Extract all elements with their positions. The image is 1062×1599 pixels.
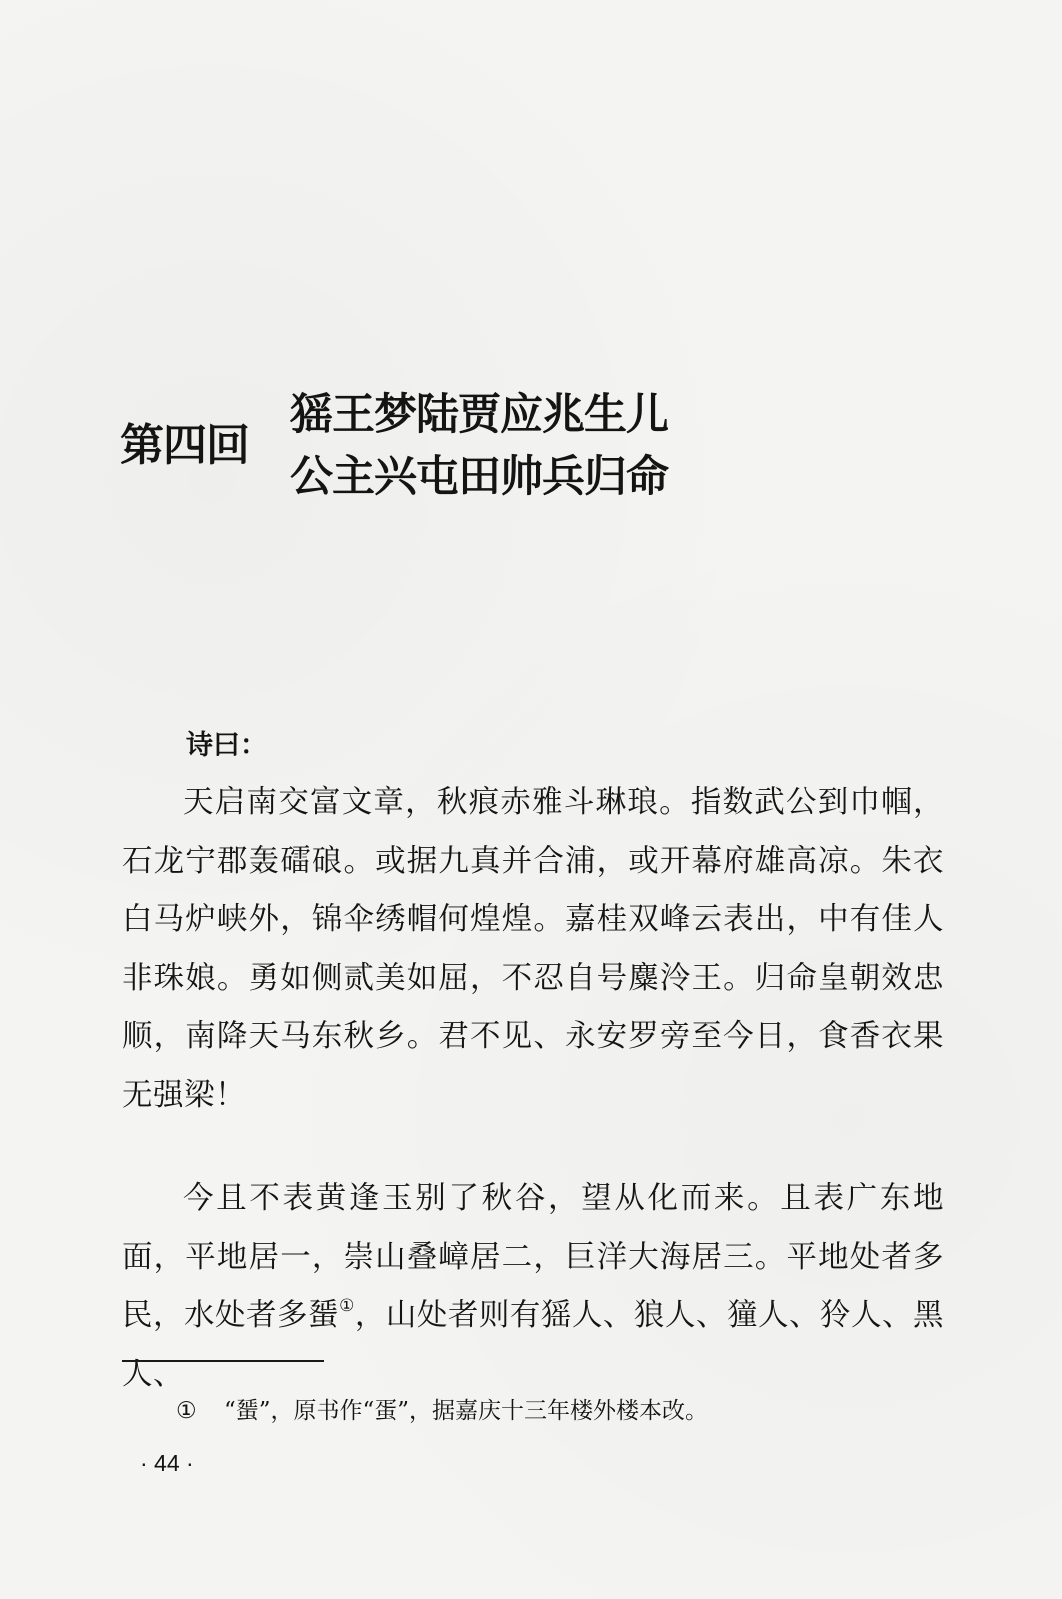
page-number: · 44 ·: [140, 1450, 194, 1476]
chapter-title-line-2: 公主兴屯田帅兵归命: [290, 452, 668, 502]
chapter-number: 第四回: [120, 420, 249, 471]
body-paragraph: [122, 1170, 945, 1392]
footnote-marker: ①: [176, 1398, 197, 1424]
poem-heading: 诗曰：: [186, 730, 267, 761]
footnote-text: “蜑”，原书作“蛋”，据嘉庆十三年楼外楼本改。: [224, 1398, 709, 1424]
body-text-before-note: 今且不表黄逢玉别了秋谷，望从化而来。且表广东地面，平地居一，崇山叠嶂居二，巨洋大海居三。平地处者多民，水处者多蜑: [122, 1181, 944, 1333]
poem-text: 天启南交富文章，秋痕赤雅斗琳琅。指数武公到巾帼，石龙宁郡轰礌硠。或据九真并合浦，或开幕府雄高凉。朱衣白马炉峡外，锦伞绣帽何煌煌。嘉桂双峰云表出，中有佳人非珠娘。勇如侧贰美如屈，不忍自号麋泠王。归命皇朝效忠顺，南降天马东秋乡。君不见、永安罗旁至今日，食香衣果无强梁！: [122, 785, 944, 1113]
footnote-reference: ①: [339, 1296, 355, 1316]
chapter-title-line-1: 猺王梦陆贾应兆生儿: [290, 390, 668, 440]
chapter-title: [290, 384, 668, 508]
footnote: [176, 1394, 708, 1428]
footnote-divider: [122, 1360, 324, 1362]
body-text-after-note: ，山处者则有猺人、狼人、獞人、狑人、黑人、: [122, 1298, 945, 1392]
